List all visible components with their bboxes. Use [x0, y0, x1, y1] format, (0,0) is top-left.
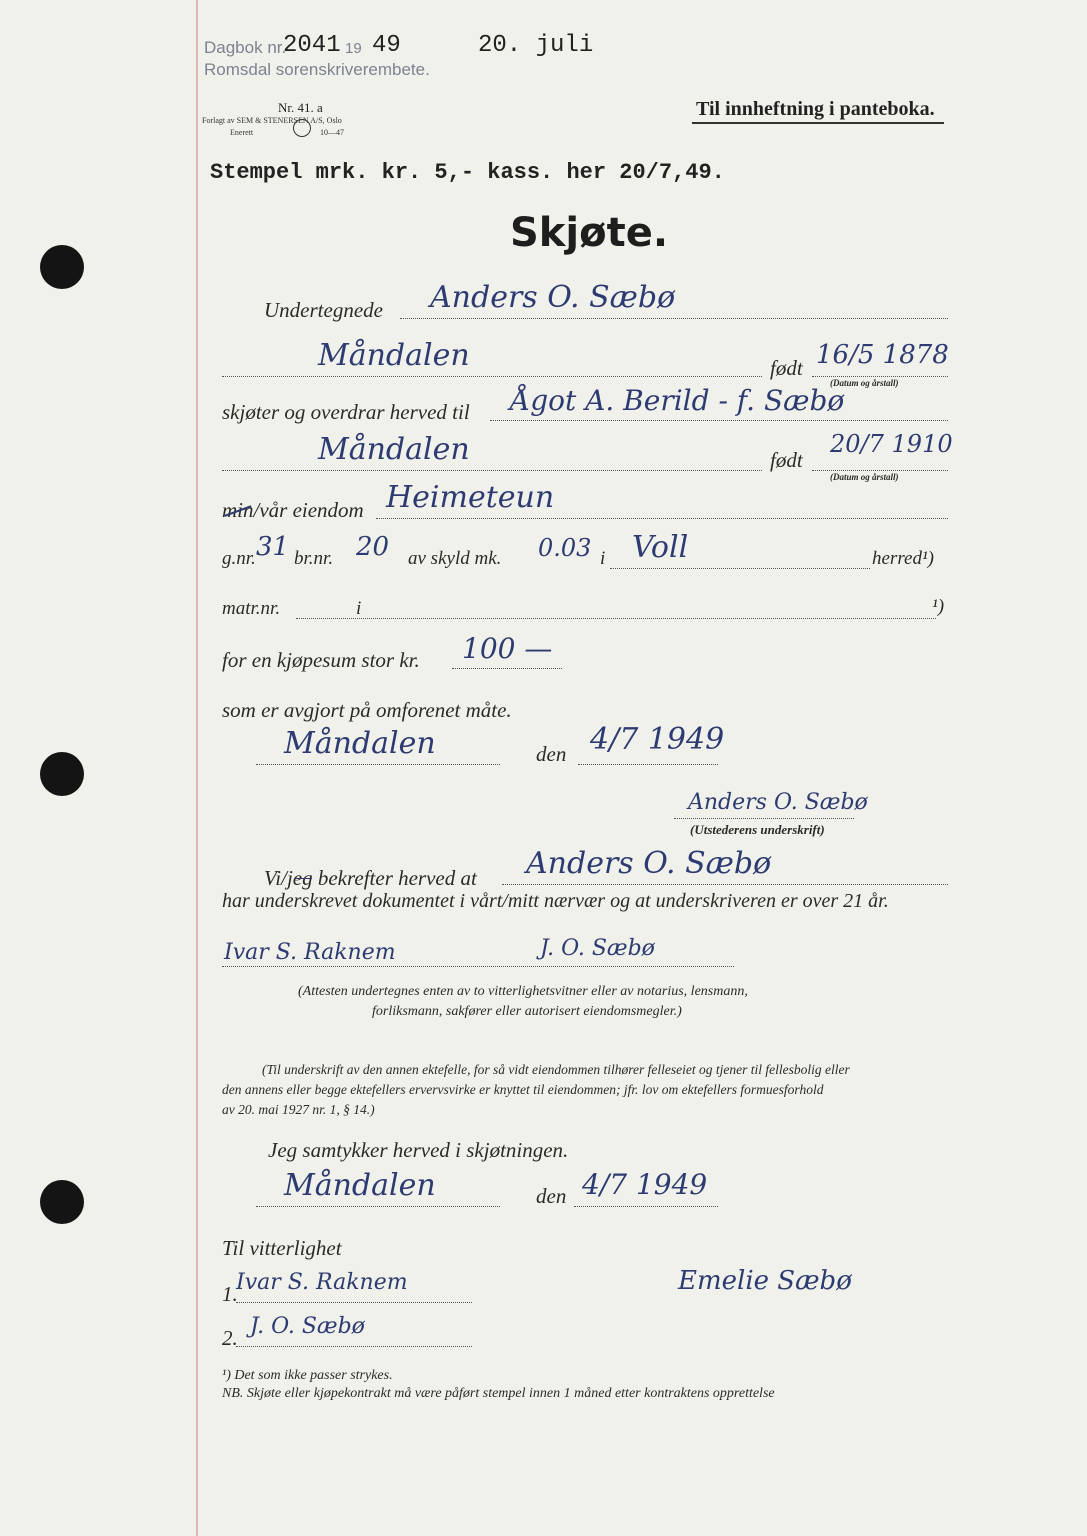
buyer-label: skjøter og overdrar herved til: [222, 400, 470, 424]
seller-place: Måndalen: [318, 338, 470, 373]
year-printed: 19: [345, 40, 362, 57]
price-label: for en kjøpesum stor kr.: [222, 648, 420, 672]
seller-line: [400, 318, 948, 319]
herred-value: Voll: [632, 530, 689, 565]
matr-suffix: ¹): [932, 596, 945, 617]
form-number: Nr. 41. a: [278, 100, 323, 115]
witness-1-line: [236, 1302, 472, 1303]
office-stamp: Romsdal sorenskriverembete.: [204, 60, 430, 79]
witness-2-line: [236, 1346, 472, 1347]
footnote-1: ¹) Det som ikke passer strykes.: [222, 1368, 393, 1383]
attest-name: Anders O. Sæbø: [526, 846, 772, 881]
herred-label: herred¹): [872, 548, 934, 569]
seller-born-date: 16/5 1878: [816, 340, 949, 370]
gnr-label: g.nr.: [222, 548, 256, 569]
sign-date: 4/7 1949: [590, 722, 725, 757]
stempel-line: Stempel mrk. kr. 5,- kass. her 20/7,49.: [210, 160, 725, 185]
skyld-label: av skyld mk.: [408, 548, 502, 569]
price-line: [452, 668, 562, 669]
matr-line: [296, 618, 936, 619]
dagbok-number: 2041: [283, 32, 341, 59]
signature-line: [674, 818, 854, 819]
consent-den-label: den: [536, 1184, 567, 1208]
buyer-born-line: [812, 470, 948, 471]
property-line: [376, 518, 948, 519]
attest-note-1: (Attesten undertegnes enten av to vitterlighetsvitner eller av notarius, lensmann,: [298, 984, 748, 999]
gnr-value: 31: [256, 532, 290, 562]
seller-born-caption: (Datum og årstall): [830, 378, 899, 388]
sign-date-line: [578, 764, 718, 765]
dagbok-date: 20. juli: [478, 32, 594, 59]
brnr-value: 20: [356, 532, 390, 562]
dagbok-label: Dagbok nr.: [204, 38, 287, 57]
seller-place-line: [222, 376, 762, 377]
publisher-logo-icon: [293, 119, 311, 137]
consent-place: Måndalen: [284, 1168, 436, 1203]
consent-text: Jeg samtykker herved i skjøtningen.: [268, 1138, 569, 1162]
brnr-label: br.nr.: [294, 548, 334, 569]
document-title: Skjøte.: [510, 210, 669, 256]
attest-line2: har underskrevet dokumentet i vårt/mitt nærvær og at underskriveren er over 21 år.: [222, 890, 889, 912]
seller-name: Anders O. Sæbø: [430, 280, 676, 315]
buyer-line: [490, 420, 948, 421]
property-label: min/vår eiendom: [222, 498, 364, 522]
witness-1-signature: Ivar S. Raknem: [236, 1270, 408, 1295]
attest-note-2: forliksmann, sakfører eller autorisert eiendomsmegler.): [372, 1004, 682, 1019]
footnote-2: NB. Skjøte eller kjøpekontrakt må være påført stempel innen 1 måned etter kontraktens opprettelse: [222, 1386, 775, 1401]
buyer-born-caption: (Datum og årstall): [830, 472, 899, 482]
seller-born-line: [812, 376, 948, 377]
seller-label: Undertegnede: [264, 298, 383, 322]
publisher: Forlagt av SEM & STENERSEN A/S, Oslo: [202, 116, 342, 125]
signature-caption: (Utstederens underskrift): [690, 822, 825, 837]
witness-2-signature: J. O. Sæbø: [250, 1314, 365, 1339]
property-name: Heimeteun: [386, 480, 555, 515]
spouse-note-2: den annens eller begge ektefellers ervervsvirke er knyttet til eiendommen; jfr. lov om ektefellers formuesforhold: [222, 1082, 824, 1097]
attest-prefix: Vi/jeg bekrefter herved at: [264, 866, 477, 890]
exclusive-right: Enerett: [230, 128, 254, 137]
dagbok-year: 49: [372, 32, 401, 59]
spouse-note-3: av 20. mai 1927 nr. 1, § 14.): [222, 1102, 375, 1117]
buyer-born-date: 20/7 1910: [830, 430, 953, 458]
attest-line: [502, 884, 948, 885]
margin-rule: [196, 0, 198, 1536]
buyer-place-line: [222, 470, 762, 471]
seller-born-label: født: [770, 356, 803, 380]
matr-label: matr.nr.: [222, 598, 281, 619]
attest-witness1: Ivar S. Raknem: [224, 940, 396, 965]
buyer-born-label: født: [770, 448, 803, 472]
skyld-value: 0.03: [538, 534, 592, 562]
witness-line: [222, 966, 734, 967]
binding-note: Til innheftning i panteboka.: [696, 98, 935, 120]
consent-place-line: [256, 1206, 500, 1207]
sign-place-line: [256, 764, 500, 765]
herred-line: [610, 568, 870, 569]
buyer-name: Ågot A. Berild - f. Sæbø: [510, 384, 845, 417]
attest-witness2: J. O. Sæbø: [540, 936, 655, 961]
punch-hole: [40, 245, 84, 289]
sign-den-label: den: [536, 742, 567, 766]
witness-label: Til vitterlighet: [222, 1236, 342, 1260]
punch-hole: [40, 1180, 84, 1224]
strike-mark: [296, 878, 312, 879]
price-value: 100 —: [462, 632, 553, 665]
settled-text: som er avgjort på omforenet måte.: [222, 698, 512, 722]
witness-1-number: 1.: [222, 1282, 238, 1306]
punch-hole: [40, 752, 84, 796]
herred-i-label: i: [600, 548, 606, 569]
buyer-place: Måndalen: [318, 432, 470, 467]
form-edition: 10—47: [320, 128, 344, 137]
spouse-signature: Emelie Sæbø: [678, 1266, 852, 1296]
binding-underline: [692, 122, 944, 124]
consent-date: 4/7 1949: [582, 1168, 708, 1201]
spouse-note-1: (Til underskrift av den annen ektefelle, for så vidt eiendommen tilhører felleseiet og tjener til fellesbolig eller: [262, 1062, 850, 1077]
seller-signature: Anders O. Sæbø: [688, 790, 868, 815]
consent-date-line: [574, 1206, 718, 1207]
matr-i-label: i: [356, 598, 362, 619]
sign-place: Måndalen: [284, 726, 436, 761]
witness-2-number: 2.: [222, 1326, 238, 1350]
